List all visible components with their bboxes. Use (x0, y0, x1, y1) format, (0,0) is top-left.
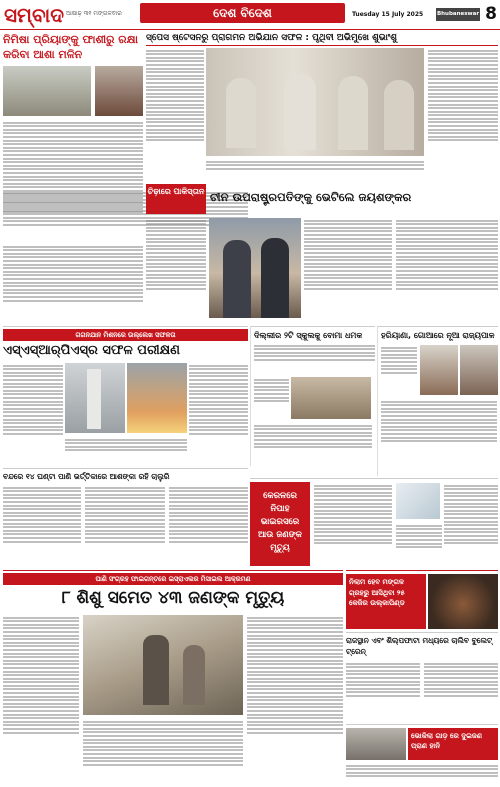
virus-test-photo (396, 483, 440, 519)
flights-body-left (3, 485, 81, 567)
accident-photo (346, 728, 406, 760)
train-body-right (424, 661, 498, 721)
nimisha-headline: ନିମିଷା ପ୍ରିୟାଙ୍କୁ ଫାଶୀରୁ ରକ୍ଷା କରିବା ଆଶା ମଳିନ (3, 33, 139, 61)
article-flights (3, 468, 248, 568)
date-odia: ଆଷାଢ଼ ୩୧ ମଙ୍ଗଳବାର (66, 10, 122, 17)
gaza-body-right (247, 615, 343, 785)
corona-body-right (444, 483, 498, 567)
corona-body-bottom (396, 523, 442, 567)
flights-body-mid (85, 485, 165, 567)
gaza-kicker: ପାଣି ସଂଗ୍ରହ ଫାଇଗନ୍ତରେ ଇସ୍ରାଏଲର ମିସାଇଲ ଆକ୍ରମଣ (95, 575, 251, 583)
kenya-headline-box (346, 574, 426, 629)
meteorite-photo (428, 574, 498, 629)
gaza-rubble-photo (83, 615, 243, 715)
rocket-fire-photo (127, 363, 187, 433)
masthead (0, 0, 500, 30)
edition-label: Bhubaneswar (436, 8, 480, 21)
jaishankar-body-right (396, 218, 498, 318)
flights-body-right (169, 485, 248, 567)
gaza-headline: ୮ ଶିଶୁ ସମେତ ୪୩ ଜଣଙ୍କ ମୃତ୍ୟୁ (61, 588, 285, 608)
article-gaza (3, 570, 343, 785)
accident-body (346, 763, 498, 787)
school-bomb-headline: ଦିଲ୍ଲୀର ୨ଟି ସ୍କୁଲକୁ ବୋମା ଧମକ (254, 331, 363, 340)
shubhanshu-body-right (428, 48, 498, 178)
article-ssrps (3, 326, 248, 466)
governors-body-left (381, 345, 417, 395)
supreme-court-photo (3, 66, 91, 116)
school-photo (291, 377, 371, 419)
corona-headline-box (250, 482, 310, 566)
logo: ସମ୍ବାଦ (4, 3, 64, 27)
school-bomb-body-bottom (254, 423, 372, 465)
school-bomb-body-left (254, 377, 289, 422)
article-train (346, 632, 498, 722)
train-headline: ରାଜସ୍ଥାନ ଏବଂ ଶିଲ୍ପଫାଟା ମଧ୍ୟରେ ଚାଲିବ ବୁଲେଟ୍ ଟ୍ରେନ୍ (346, 636, 493, 656)
kenya-headline: ନିଲାମ ହେବ ମଙ୍ଗଳ ଗ୍ରହରୁ ଆସିଥିବା ୨୫ କେଜିର ଉଲ୍‌କାପିଣ୍ଡ (349, 578, 405, 607)
governors-headline: ହରିୟାଣା, ଗୋଆରେ ନୂଆ ରାଜ୍ୟପାଳ (381, 331, 495, 340)
left-column-lower-text (3, 244, 143, 324)
article-kenya (346, 570, 498, 630)
rocket-test-photo (65, 363, 125, 433)
jaishankar-kicker-box (146, 184, 206, 214)
jaishankar-kicker: ଚିଢ଼ାରେ ପାକିସ୍ତାନ (147, 187, 205, 196)
ssrps-body-bottom (65, 437, 187, 465)
governor-two-photo (460, 345, 498, 395)
governor-one-photo (420, 345, 458, 395)
issue-date: Tuesday 15 July 2025 (352, 11, 424, 18)
ssrps-headline: ଏସ୍‌ଏସ୍‌ଆର୍‌ପିଏସ୍‌ର ସଫଳ ପରୀକ୍ଷଣ (3, 343, 180, 358)
gaza-kicker-bar (3, 573, 343, 585)
section-banner (140, 3, 345, 23)
corona-body-left (314, 483, 392, 567)
gaza-body-left (3, 615, 79, 785)
article-governors (377, 326, 498, 476)
jaishankar-body-left (146, 218, 206, 318)
corona-headline: କେରଳରେ ନିପାହ ଭାଇରସରେ ଆଉ ଜଣଙ୍କ ମୃତ୍ୟୁ (258, 491, 302, 553)
page-number: 8 (485, 4, 497, 24)
accident-headline-box (408, 728, 498, 760)
article-shubhanshu (146, 32, 498, 182)
jaishankar-body-mid (304, 218, 392, 318)
section-title: ଦେଶ ବିଦେଶ (213, 6, 272, 20)
article-school-bomb (250, 326, 375, 466)
ssrps-body-left (3, 363, 63, 463)
gaza-body-mid (83, 719, 243, 785)
article-accident (346, 724, 498, 786)
article-corona (250, 478, 498, 568)
school-bomb-body-top (254, 343, 375, 373)
train-body-left (346, 661, 420, 721)
astronauts-photo (206, 48, 424, 156)
jaishankar-photo (209, 218, 301, 318)
nimisha-portrait-photo (95, 66, 143, 116)
jaishankar-headline: ଚୀନ ଉପରାଷ୍ଟ୍ରପତିଙ୍କୁ ଭେଟିଲେ ଜୟଶଙ୍କର (210, 190, 412, 204)
ssrps-kicker-bar (3, 329, 248, 341)
governors-body-bottom (381, 399, 497, 475)
shubhanshu-caption-text (206, 159, 424, 181)
accident-headline: ଭୋକିଲା ଗାଡ଼ ରେ ଦୁଇଜଣ ପ୍ରାଣ ହାନି (411, 732, 483, 750)
flights-headline: ବନ୍ଦରେ ୧୪ ଘଣ୍ଟା ପାଣି ଭର୍ତ୍ତିକାରେ ଆଶଙ୍କା ରହି ଚାଲୁରି (3, 472, 170, 481)
ssrps-body-right (189, 363, 248, 463)
shubhanshu-headline: ସ୍ପେସ ଷ୍ଟେସନରୁ ପ୍ରାଗମନ ଅଭିଯାନ ସଫଳ : ପୃଥିବୀ ଅଭିମୁଖେ ଶୁଭାଂଶୁ (146, 32, 498, 46)
shubhanshu-body-left (146, 48, 204, 178)
article-jaishankar (146, 184, 498, 324)
ssrps-kicker: ଗଗନଯାନ ମିଶନରେ ଉଲ୍ଲେଖ ସଫଳତା (75, 331, 176, 339)
